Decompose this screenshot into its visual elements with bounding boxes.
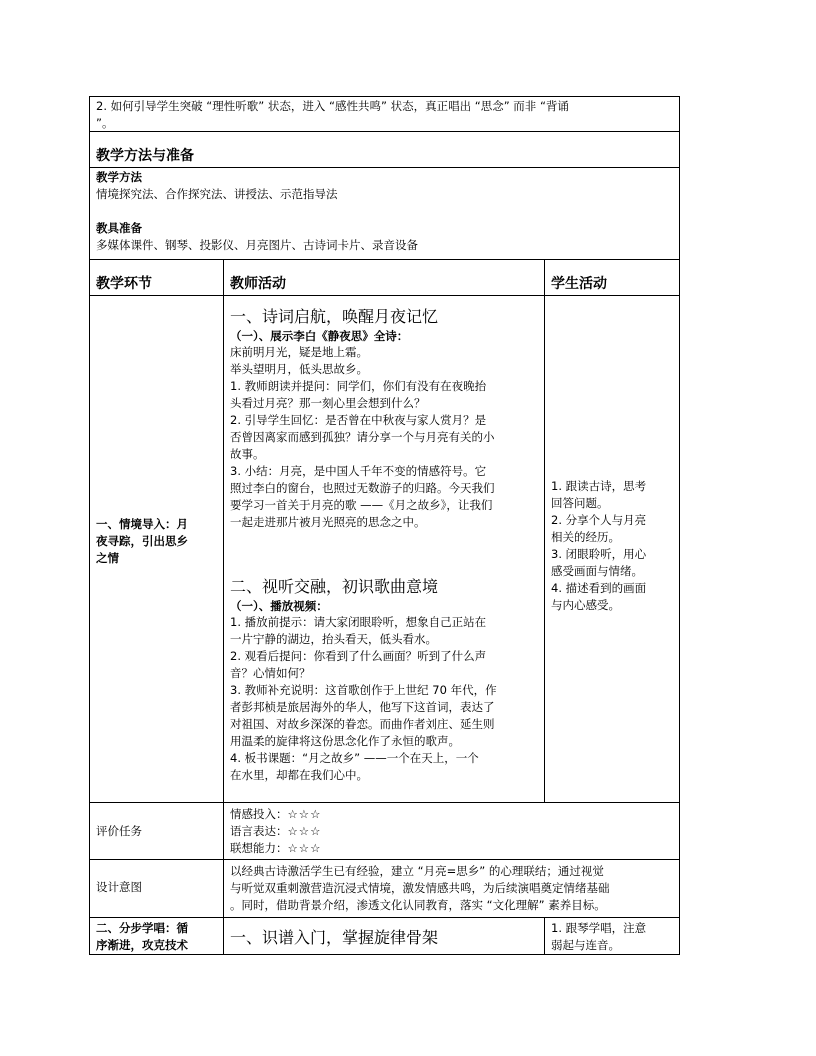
design-intent-row xyxy=(89,860,680,918)
part2-subheading: （一）、播放视频： xyxy=(230,599,328,613)
stage2-teacher-cell xyxy=(224,918,545,954)
table-header-row xyxy=(89,260,680,296)
part1-line: 举头望明月，低头思故乡。 xyxy=(230,362,368,376)
stage1-name-line-2: 夜寻踪，引出思乡 xyxy=(96,534,188,548)
stage2-student-line: 弱起与连音。 xyxy=(551,938,620,952)
evaluation-label: 评价任务 xyxy=(96,824,142,838)
part2-line: 用温柔的旋律将这份思念化作了永恒的歌声。 xyxy=(230,734,460,748)
methods-content-row xyxy=(89,168,680,260)
design-intent-line: 。同时，借助背景介绍，渗透文化认同教育，落实 “文化理解” 素养目标。 xyxy=(230,898,606,912)
student-line: 3. 闭眼聆听，用心 xyxy=(551,547,647,561)
methods-title-row xyxy=(89,132,680,168)
evaluation-row xyxy=(89,803,680,860)
student-line: 2. 分享个人与月亮 xyxy=(551,513,647,527)
design-intent-text-cell xyxy=(224,860,679,917)
part1-line: 1. 教师朗读并提问：同学们，你们有没有在夜晚抬 xyxy=(230,379,487,393)
difficulty-row xyxy=(89,96,680,132)
header-student: 学生活动 xyxy=(551,276,607,292)
student-line: 1. 跟读古诗，思考 xyxy=(551,479,647,493)
student-line: 4. 描述看到的画面 xyxy=(551,581,647,595)
stage1-name-line-1: 一、情境导入：月 xyxy=(96,517,188,531)
design-intent-line: 与听觉双重刺激营造沉浸式情境，激发情感共鸣，为后续演唱奠定情绪基础 xyxy=(230,881,610,895)
stage2-heading: 一、识谱入门，掌握旋律骨架 xyxy=(230,928,439,947)
part2-line: 音？心情如何？ xyxy=(230,666,311,680)
methods-title: 教学方法与准备 xyxy=(96,148,194,164)
stage2-name-cell xyxy=(90,918,224,954)
stage1-name-cell xyxy=(90,296,224,802)
stage2-row xyxy=(89,918,680,955)
student-line: 与内心感受。 xyxy=(551,598,620,612)
header-teacher: 教师活动 xyxy=(224,260,545,295)
tools-text: 多媒体课件、钢琴、投影仪、月亮图片、古诗词卡片、录音设备 xyxy=(96,238,418,252)
stage1-teacher-cell xyxy=(224,296,545,802)
part2-line: 3. 教师补充说明：这首歌创作于上世纪 70 年代，作 xyxy=(230,683,497,697)
part2-line: 2. 观看后提问：你看到了什么画面？听到了什么声 xyxy=(230,649,487,663)
part1-line: 照过李白的窗台，也照过无数游子的归路。今天我们 xyxy=(230,481,495,495)
design-intent-line: 以经典古诗激活学生已有经验，建立 “月亮=思乡” 的心理联结；通过视觉 xyxy=(230,864,604,878)
part2-line: 1. 播放前提示：请大家闭眼聆听，想象自己正站在 xyxy=(230,615,487,629)
part2-line: 者彭邦桢是旅居海外的华人，他写下这首词，表达了 xyxy=(230,700,495,714)
part1-line: 故事。 xyxy=(230,447,265,461)
design-intent-label-cell xyxy=(90,860,224,917)
star-rating: ☆☆☆ xyxy=(287,841,322,855)
part1-line: 3. 小结：月亮，是中国人千年不变的情感符号。它 xyxy=(230,464,487,478)
part1-line: 2. 引导学生回忆：是否曾在中秋夜与家人赏月？是 xyxy=(230,413,487,427)
part1-line: 头看过月亮？那一刻心里会想到什么？ xyxy=(230,396,426,410)
student-line: 相关的经历。 xyxy=(551,530,620,544)
stage1-name-line-3: 之情 xyxy=(96,551,119,565)
tools-label: 教具准备 xyxy=(96,221,142,235)
student-line: 回答问题。 xyxy=(551,496,609,510)
part1-heading: 一、诗词启航，唤醒月夜记忆 xyxy=(230,307,439,326)
part1-line: 床前明月光，疑是地上霜。 xyxy=(230,345,368,359)
star-rating: ☆☆☆ xyxy=(287,807,322,821)
difficulty-line-2: ”。 xyxy=(96,116,114,130)
evaluation-item: 联想能力：☆☆☆ xyxy=(230,841,322,855)
stage1-row xyxy=(89,296,680,803)
part2-line: 一片宁静的湖边，抬头看天，低头看水。 xyxy=(230,632,437,646)
part2-line: 在水里，却都在我们心中。 xyxy=(230,768,368,782)
part1-line: 一起走进那片被月光照亮的思念之中。 xyxy=(230,515,426,529)
evaluation-item: 情感投入：☆☆☆ xyxy=(230,807,322,821)
stage2-name-line-2: 序渐进，攻克技术 xyxy=(96,938,188,952)
stage2-student-line: 1. 跟琴学唱，注意 xyxy=(551,921,647,935)
part2-line: 4. 板书课题：“月之故乡” ——一个在天上，一个 xyxy=(230,751,479,765)
part1-subheading: （一）、展示李白《静夜思》全诗： xyxy=(230,329,409,343)
stage2-name-line-1: 二、分步学唱：循 xyxy=(96,921,188,935)
stage2-student-cell xyxy=(545,918,679,954)
method-label: 教学方法 xyxy=(96,170,142,184)
evaluation-item: 语言表达：☆☆☆ xyxy=(230,824,322,838)
method-text: 情境探究法、合作探究法、讲授法、示范指导法 xyxy=(96,187,338,201)
header-stage: 教学环节 xyxy=(90,260,224,295)
evaluation-label-cell xyxy=(90,803,224,859)
stage1-student-cell xyxy=(545,296,679,802)
student-line: 感受画面与情绪。 xyxy=(551,564,643,578)
design-intent-label: 设计意图 xyxy=(96,880,142,894)
part1-line: 否曾因离家而感到孤独？请分享一个与月亮有关的小 xyxy=(230,430,495,444)
lesson-plan-table xyxy=(89,96,680,955)
star-rating: ☆☆☆ xyxy=(287,824,322,838)
part2-line: 对祖国、对故乡深深的眷恋。而曲作者刘庄、延生则 xyxy=(230,717,495,731)
evaluation-items-cell xyxy=(224,803,679,859)
difficulty-line-1: 2. 如何引导学生突破 “理性听歌” 状态，进入 “感性共鸣” 状态，真正唱出 “思念” 而非 “背诵 xyxy=(96,99,569,113)
part1-line: 要学习一首关于月亮的歌 ——《月之故乡》，让我们 xyxy=(230,498,493,512)
part2-heading: 二、视听交融，初识歌曲意境 xyxy=(230,577,439,596)
